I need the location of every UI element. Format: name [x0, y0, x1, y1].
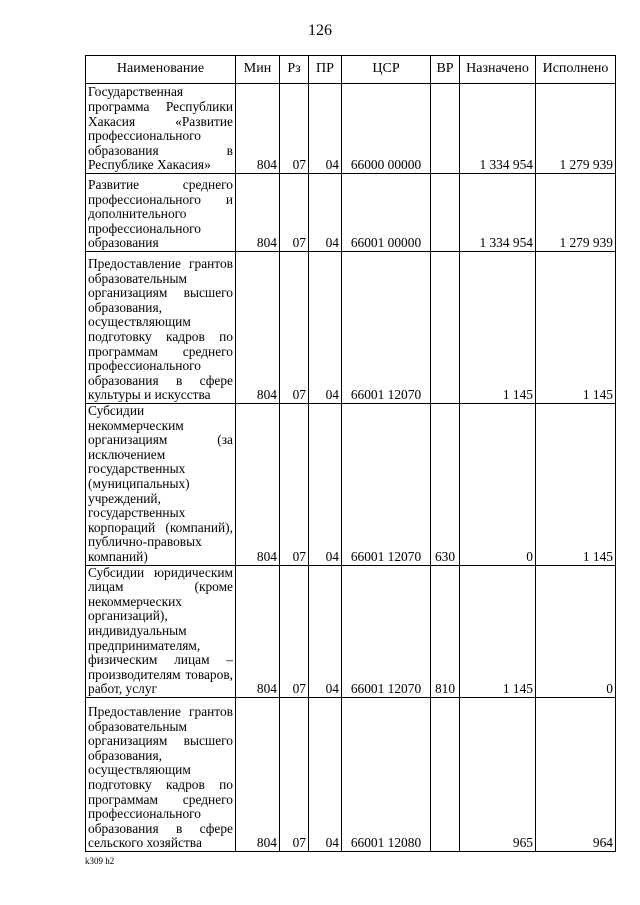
row-min: 804	[236, 252, 280, 404]
row-name: Предоставление грантов образовательным организациям высшего образования, осуществляющим подготовку кадров по программам среднего профессионального образования в сфере культуры и искусства	[86, 252, 236, 404]
row-rz: 07	[280, 565, 309, 697]
row-csr: 66001 12080	[342, 697, 431, 851]
row-executed: 1 279 939	[536, 174, 616, 252]
row-pr: 04	[309, 84, 342, 174]
budget-table	[85, 55, 616, 852]
row-rz: 07	[280, 697, 309, 851]
header-rz: Рз	[280, 56, 309, 84]
row-rz: 07	[280, 174, 309, 252]
row-csr: 66001 12070	[342, 565, 431, 697]
row-pr: 04	[309, 174, 342, 252]
row-assigned: 965	[460, 697, 536, 851]
header-executed: Исполнено	[536, 56, 616, 84]
row-min: 804	[236, 697, 280, 851]
row-vr	[431, 84, 460, 174]
row-assigned: 1 145	[460, 252, 536, 404]
row-vr: 630	[431, 404, 460, 566]
row-vr	[431, 697, 460, 851]
footer-code: k309 h2	[85, 856, 115, 866]
row-pr: 04	[309, 697, 342, 851]
table-row	[86, 697, 616, 851]
row-executed: 1 279 939	[536, 84, 616, 174]
table-header-row	[86, 56, 616, 84]
row-vr: 810	[431, 565, 460, 697]
row-executed: 0	[536, 565, 616, 697]
row-min: 804	[236, 84, 280, 174]
row-min: 804	[236, 565, 280, 697]
row-name: Развитие среднего профессионального и дополнительного профессионального образования	[86, 174, 236, 252]
row-name: Субсидии юридическим лицам (кроме некоммерческих организаций), индивидуальным предпринимателям, физическим лицам – производителям товаров, работ, услуг	[86, 565, 236, 697]
row-name: Государственная программа Республики Хакасия «Развитие профессионального образования в Республике Хакасия»	[86, 84, 236, 174]
header-min: Мин	[236, 56, 280, 84]
row-pr: 04	[309, 565, 342, 697]
row-csr: 66001 12070	[342, 252, 431, 404]
header-pr: ПР	[309, 56, 342, 84]
row-executed: 1 145	[536, 404, 616, 566]
header-vr: ВР	[431, 56, 460, 84]
row-csr: 66001 00000	[342, 174, 431, 252]
row-rz: 07	[280, 252, 309, 404]
table-row	[86, 84, 616, 174]
row-rz: 07	[280, 404, 309, 566]
row-vr	[431, 252, 460, 404]
row-pr: 04	[309, 404, 342, 566]
table-row	[86, 404, 616, 566]
row-name: Субсидии некоммерческим организациям (за исключением государственных (муниципальных) учреждений, государственных корпораций (компаний), публично-правовых компаний)	[86, 404, 236, 566]
row-executed: 1 145	[536, 252, 616, 404]
row-assigned: 1 334 954	[460, 174, 536, 252]
header-name: Наименование	[86, 56, 236, 84]
row-rz: 07	[280, 84, 309, 174]
row-min: 804	[236, 174, 280, 252]
row-vr	[431, 174, 460, 252]
row-csr: 66001 12070	[342, 404, 431, 566]
table-row	[86, 565, 616, 697]
page-number: 126	[308, 22, 332, 39]
row-assigned: 1 145	[460, 565, 536, 697]
header-csr: ЦСР	[342, 56, 431, 84]
row-assigned: 0	[460, 404, 536, 566]
header-assigned: Назначено	[460, 56, 536, 84]
row-executed: 964	[536, 697, 616, 851]
table-row	[86, 174, 616, 252]
row-pr: 04	[309, 252, 342, 404]
row-csr: 66000 00000	[342, 84, 431, 174]
row-assigned: 1 334 954	[460, 84, 536, 174]
table-row	[86, 252, 616, 404]
row-name: Предоставление грантов образовательным организациям высшего образования, осуществляющим подготовку кадров по программам среднего профессионального образования в сфере сельского хозяйства	[86, 697, 236, 851]
row-min: 804	[236, 404, 280, 566]
